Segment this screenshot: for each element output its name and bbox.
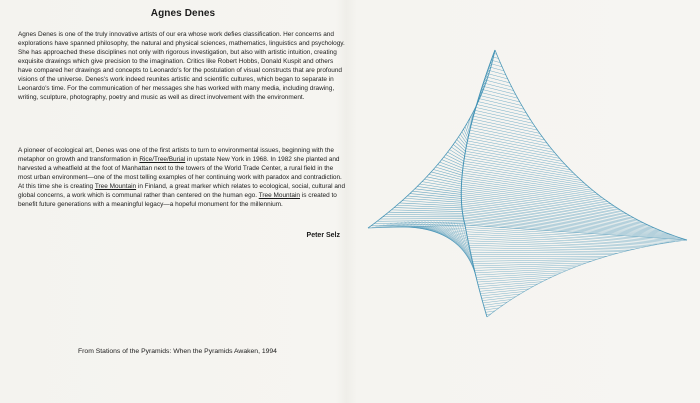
artwork-line <box>476 107 531 119</box>
author-signature: Peter Selz <box>306 232 340 239</box>
artwork-lines <box>368 50 687 317</box>
artwork-line <box>462 173 596 193</box>
artwork-line <box>472 258 602 259</box>
artwork-line <box>479 284 538 289</box>
artwork-line <box>386 214 463 215</box>
artwork-line <box>475 267 577 271</box>
image-caption: From Stations of the Pyramids: When the Pyramids Awaken, 1994 <box>78 348 277 355</box>
artwork-line <box>477 277 551 282</box>
artwork-line <box>478 101 527 112</box>
artwork-line <box>466 149 568 167</box>
paragraph-text: A pioneer of ecological art, Denes was one of the first artists to turn to environmental issues, beginning with the metaphor on growth and transformation in <box>18 147 334 164</box>
artwork-line <box>473 116 537 130</box>
artwork-line <box>464 129 469 138</box>
paragraph-ecological <box>18 146 348 209</box>
artwork-line <box>394 208 462 210</box>
artwork-line <box>462 132 468 141</box>
artwork-line <box>472 122 542 137</box>
artwork-line <box>465 154 573 173</box>
artwork-line <box>427 221 471 256</box>
artwork-line <box>476 271 567 275</box>
paragraph-text: is created to benefit future generations with a meaningful legacy—a hopeful monument for the millennium. <box>18 192 337 209</box>
artwork-line <box>470 252 617 253</box>
artwork-line <box>486 77 510 83</box>
artwork-line <box>465 126 469 135</box>
page-title: Agnes Denes <box>150 8 216 19</box>
artwork-line <box>478 279 547 284</box>
artwork-line <box>391 210 462 212</box>
paragraph-intro: Agnes Denes is one of the truly innovative artists of our era whose work defies classification. Her concerns and explorations have spanned philosophy, the natural and physical sciences, mathematics, linguistics and psychology. She has approached these disciplines not only with rigorous investigation, but also with artistic intuition, creating exquisite drawings which give precision to the imagination. Critics like Robert Hobbs, Donald Kuspit and others have compared her drawings and concepts to Leonardo's for the postulation of visual constructs that are profound visions of the universe. Denes's work indeed reunites artistic and scientific cultures, which began to separate in Leonardo's time. For the communication of her messages she has worked with many media, including drawing, writing, sculpture, photography, poetry and music as well as direct involvement with the environment. <box>18 31 345 102</box>
paragraph-text: in upstate New York in 1968. In 1982 she planted and harvested a wheatfield at the foot of Manhattan next to the towers of the World Trade Center, a rural field in the most urban environment—one of the most telling examples of her continuing work with paradox and contradiction. At this time she is creating <box>18 156 342 191</box>
artwork-line <box>468 121 470 130</box>
artwork-edge <box>368 50 495 228</box>
artwork-line <box>467 141 559 158</box>
pyramid-line-drawing <box>355 0 700 403</box>
artwork-line <box>474 113 535 126</box>
artwork-line <box>465 227 681 241</box>
artwork-line <box>479 282 543 287</box>
artwork-line <box>460 134 467 143</box>
artwork-title-tree-mountain: Tree Mountain <box>258 192 300 200</box>
artwork-line <box>477 104 529 116</box>
artwork-line <box>468 138 557 155</box>
artwork-line <box>475 269 571 273</box>
artwork-line <box>482 86 515 94</box>
artwork-line <box>407 196 461 200</box>
artwork-line <box>479 95 521 105</box>
text-column <box>18 6 348 396</box>
artwork-line <box>483 83 513 91</box>
artwork-line <box>389 212 463 213</box>
artwork-line <box>410 194 461 199</box>
artwork-line <box>477 275 557 280</box>
artwork-line <box>487 73 508 79</box>
artwork-line <box>472 260 596 262</box>
artwork-line <box>484 80 511 87</box>
artwork-line <box>467 144 562 162</box>
paragraph-text: in Finland, a great marker which relates to ecological, social, cultural and global concerns, a work which is communal rather than centered on the human ego. <box>18 183 346 200</box>
artwork-title-tree-mountain: Tree Mountain <box>94 183 137 191</box>
artwork-title-rice-tree-burial: Rice/Tree/Burial <box>139 156 186 164</box>
artwork-line <box>468 239 652 246</box>
artwork-line <box>380 219 464 220</box>
artwork-line <box>405 198 462 202</box>
artwork-line <box>478 98 524 109</box>
artwork-line <box>476 273 561 278</box>
artwork-line <box>469 136 555 153</box>
artwork-line <box>465 151 570 170</box>
artwork-line <box>473 119 540 133</box>
artwork-line <box>377 220 464 221</box>
artwork-line <box>480 286 533 291</box>
artwork-line <box>465 156 576 175</box>
